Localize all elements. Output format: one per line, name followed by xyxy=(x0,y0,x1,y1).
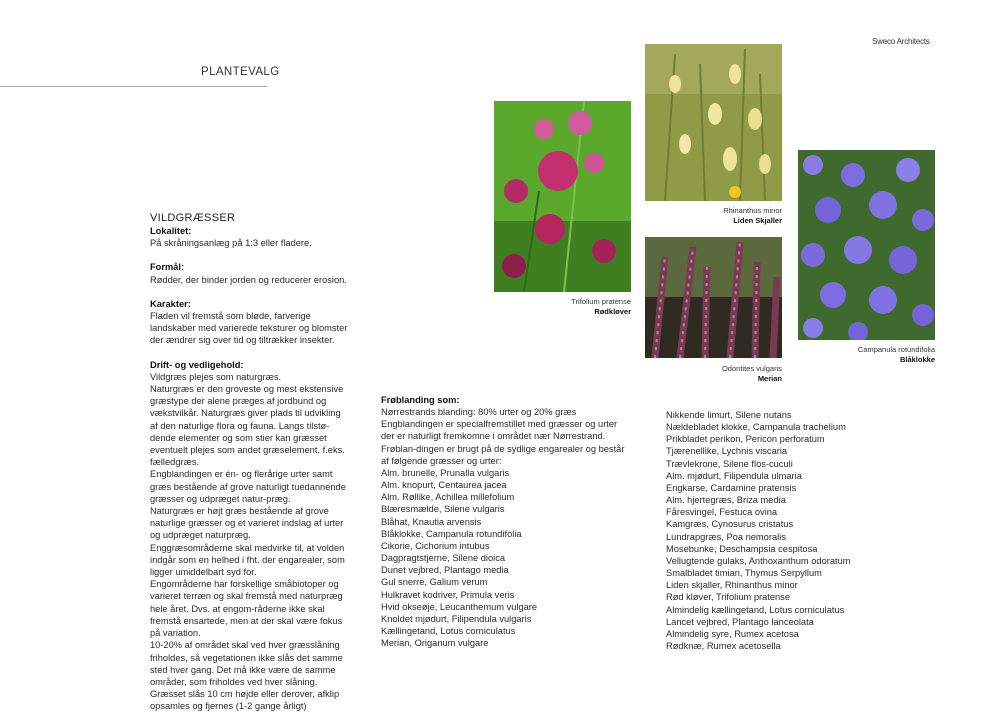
seed-mix-intro: Engblandingen er specialfremstillet med græsser og urter der er naturligt fremkomne i området nær Nørrestrand. Frøblan-dingen er brugt på de sydlige engarealer og består af følgende græsser og urter: xyxy=(381,419,625,466)
species-item: Rødknæ, Rumex acetosella xyxy=(666,640,781,651)
species-item: Trævlekrone, Silene flos-cuculi xyxy=(666,458,793,469)
caption-latin: Odontites vulgaris xyxy=(721,364,782,373)
drift-paragraph: Enggræsområderne skal medvirke til, at volden indgår som en helhed i fht. der engarealer, som ligger umiddelbart syd for. xyxy=(150,542,345,578)
caption-common: Merian xyxy=(757,374,782,383)
species-item: Blæresmælde, Silene vulgaris xyxy=(381,504,505,515)
photo-trifolium-pratense xyxy=(494,101,631,292)
drift-paragraph: 10-20% af området skal ved hver græsslåning friholdes, så vegetationen ikke slås det samme sted hver gang. Det må ikke være de samme områder, som friholdes ved hver slåning. Græsset slås 10 cm højde eller derover, afklip opsamles og fjernes (1-2 gange årligt) xyxy=(150,640,343,712)
drift-paragraph: Naturgræs er højt græs bestående af grove naturlige græsser og et varieret indslag af urter og udpræget naturpræg. xyxy=(150,506,344,541)
species-item: Liden skjaller, Rhinanthus minor xyxy=(666,580,798,591)
species-item: Lundrapgræs, Poa nemoralis xyxy=(666,531,786,542)
seed-mix-intro: Nørrestrands blanding: 80% urter og 20% græs xyxy=(381,407,577,418)
photo-campanula-rotundifolia xyxy=(798,150,935,340)
species-item: Alm. mjødurt, Filipendula ulmaria xyxy=(666,470,802,481)
species-list xyxy=(381,467,631,649)
title-divider xyxy=(0,86,267,87)
karakter-label: Karakter: xyxy=(150,298,191,309)
species-item: Smalbladet timian, Thymus Serpyllum xyxy=(666,568,822,579)
species-item: Blåhat, Knautia arvensis xyxy=(381,516,482,527)
species-item: Fåresvingel, Festuca ovina xyxy=(666,507,778,518)
lokalitet-text: På skråningsanlæg på 1:3 eller fladere. xyxy=(150,238,312,249)
karakter-text: Fladen vil fremstå som bløde, farverige landskaber med varierede teksturer og blomster der ændrer sig over tid og tiltrækker insekter. xyxy=(150,311,348,346)
drift-label: Drift- og vedligehold: xyxy=(150,359,244,370)
species-item: Nældebladet klokke, Campanula trachelium xyxy=(666,422,846,433)
caption-common: Rødkløver xyxy=(594,307,631,316)
caption-latin: Trifolium pratense xyxy=(571,297,631,306)
species-item: Gul snerre, Galium verum xyxy=(381,577,488,588)
species-item: Merian, Origanum vulgare xyxy=(381,638,489,649)
species-item: Prikbladet perikon, Pericon perforatum xyxy=(666,434,825,445)
drift-paragraph: Engblandingen er én- og flerårige urter samt græs bestående af grove naturligt tuedannende græsser og udpræget natur-præg. xyxy=(150,469,346,504)
species-item: Cikorie, Cichorium intubus xyxy=(381,540,490,551)
caption-rhinanthus xyxy=(660,206,782,226)
species-item: Engkarse, Cardamine pratensis xyxy=(666,482,797,493)
section-heading: VILDGRÆSSER xyxy=(150,212,236,224)
drift-paragraph: Naturgræs er den groveste og mest ekstensive græstype der alene præges af jordbund og vækstvilkår. Naturgræs giver plads til udvikling af den naturlige flora og fauna. Langs tilstø-dende elementer og som stier kan græsset eventuelt plejes som andet græselement, f.eks. fælledgræs. xyxy=(150,384,345,468)
species-item: Dunet vejbred, Plantago media xyxy=(381,565,509,576)
yellow-rattle-photo-image xyxy=(645,44,782,201)
photo-odontites-vulgaris xyxy=(645,237,782,358)
species-list-continued xyxy=(666,409,866,652)
formaal-text: Rødder, der binder jorden og reducerer erosion. xyxy=(150,274,347,285)
brand-name: Sweco Architects xyxy=(872,37,930,46)
species-item: Alm. brunelle, Prunalla vulgaris xyxy=(381,467,510,478)
species-item: Alm. Røllike, Achillea millefolium xyxy=(381,492,515,503)
species-item: Kællingetand, Lotus corniculatus xyxy=(381,625,516,636)
species-item: Kamgræs, Cynosurus cristatus xyxy=(666,519,794,530)
caption-odontites xyxy=(660,364,782,384)
species-item: Hulkravet kodriver, Primula veris xyxy=(381,589,515,600)
species-item: Hvid okseøje, Leucanthemum vulgare xyxy=(381,601,538,612)
species-item: Almindelig kællingetand, Lotus corniculatus xyxy=(666,604,845,615)
formaal-label: Formål: xyxy=(150,262,185,273)
species-item: Mosebunke, Deschampsia cespitosa xyxy=(666,543,818,554)
caption-latin: Campanula rotundifolia xyxy=(857,345,935,354)
lokalitet-label: Lokalitet: xyxy=(150,226,192,236)
species-item: Nikkende limurt, Silene nutans xyxy=(666,410,792,420)
species-item: Almindelig syre, Rumex acetosa xyxy=(666,628,799,639)
species-item: Blåklokke, Campanula rotundifolia xyxy=(381,528,522,539)
species-item: Rød kløver, Trifolium pratense xyxy=(666,592,790,603)
species-item: Vellugtende gulaks, Anthoxanthum odoratum xyxy=(666,555,851,566)
photo-rhinanthus-minor xyxy=(645,44,782,201)
harebell-photo-image xyxy=(798,150,935,340)
clover-photo-image xyxy=(494,101,631,292)
species-item: Lancet vejbred, Plantago lanceolata xyxy=(666,616,814,627)
seed-mix-label: Frøblanding som: xyxy=(381,395,460,405)
vildgraesser-section xyxy=(150,212,350,713)
caption-common: Blåklokke xyxy=(899,355,935,364)
odontites-photo-image xyxy=(645,237,782,358)
section-title: PLANTEVALG xyxy=(201,66,280,78)
caption-common: Liden Skjaller xyxy=(733,216,782,225)
species-item: Dagpragtstjerne, Silene dioica xyxy=(381,553,506,564)
seed-mix-section xyxy=(381,394,631,649)
drift-paragraph: Engområderne har forskellige småbiotoper og varieret terræn og skal fremstå med naturpræg hele året. Dvs. at engom-råderne ikke skal fremstå ensartede, men at der skal være fokus på variation. xyxy=(150,579,343,639)
caption-latin: Rhinanthus minor xyxy=(723,206,782,215)
caption-campanula xyxy=(820,345,935,365)
species-item: Knoldet mjødurt, Filipendula vulgaris xyxy=(381,613,532,624)
species-item: Tjærenellike, Lychnis viscaria xyxy=(666,446,788,457)
drift-paragraph: Vildgræs plejes som naturgræs. xyxy=(150,371,282,382)
species-item: Alm. hjertegræs, Briza media xyxy=(666,495,786,506)
caption-trifolium xyxy=(520,297,631,317)
species-item: Alm. knopurt, Centaurea jacea xyxy=(381,480,507,491)
